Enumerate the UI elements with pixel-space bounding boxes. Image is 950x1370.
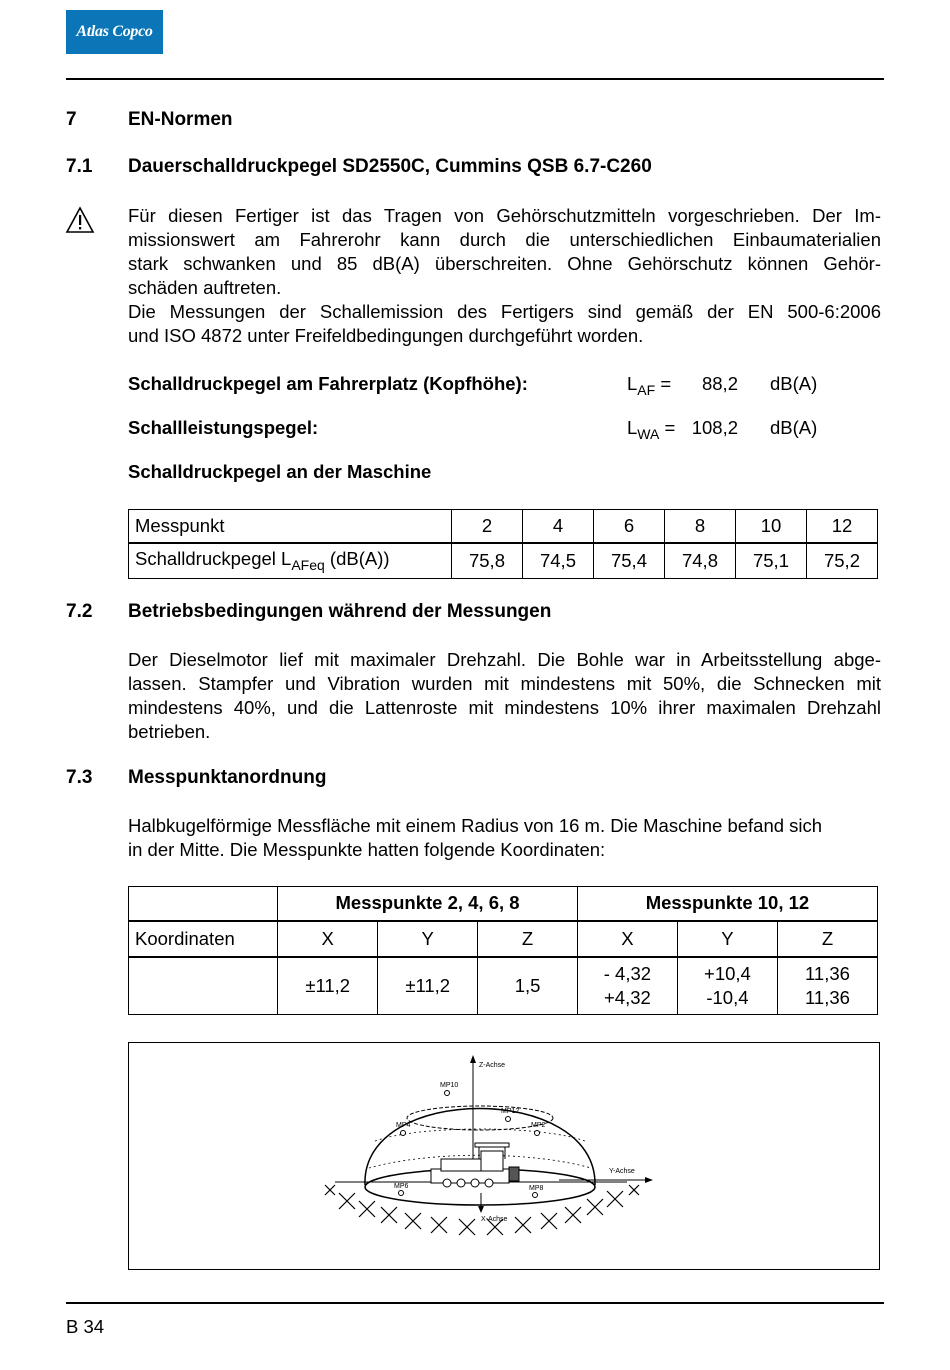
section-7-number: 7 [66, 109, 77, 130]
para-line: Halbkugelförmige Messfläche mit einem Radius von 16 m. Die Maschine befand sich [128, 815, 823, 836]
level1-unit: dB(A) [770, 373, 818, 394]
sound-pressure-table [128, 509, 878, 579]
level2-value: 108,2 [691, 417, 738, 438]
mp2-marker [535, 1131, 540, 1136]
table-cell: ±11,2 [378, 957, 478, 1015]
para-line: Für diesen Fertiger ist das Tragen von Gehörschutzmitteln vorgeschrieben. Der Im- [128, 205, 881, 226]
table-row [129, 887, 878, 921]
table-cell: X [278, 921, 378, 957]
y-axis-arrow [645, 1177, 653, 1183]
footer-rule [66, 1302, 884, 1304]
page-number: B 34 [66, 1316, 105, 1337]
section-7-3-number: 7.3 [66, 767, 93, 788]
mp10-label: MP10 [440, 1082, 459, 1089]
table-cell: 2 [452, 510, 523, 543]
table-cell: 6 [594, 510, 665, 543]
table-row [129, 921, 878, 957]
table-cell: 74,5 [523, 543, 594, 579]
level1-value: 88,2 [701, 373, 738, 394]
para-line: lassen. Stampfer und Vibration wurden mit mindestens mit 50%, die Schnecken mit [128, 673, 881, 694]
level2-label: Schallleistungspegel: [128, 417, 319, 438]
table-cell: 75,1 [736, 543, 807, 579]
warning-triangle-icon [65, 206, 95, 234]
mp4-marker [401, 1131, 406, 1136]
para-line: missionswert am Fahrerohr kann durch die unterschiedlichen Einbaumaterialien [128, 229, 881, 250]
table-cell: Messpunkt [129, 510, 452, 543]
mp10-marker [445, 1091, 450, 1096]
mp6-label: MP6 [394, 1183, 409, 1190]
mp6-marker [399, 1191, 404, 1196]
mp12-marker [506, 1117, 511, 1122]
level1-label: Schalldruckpegel am Fahrerplatz (Kopfhöhe): [128, 373, 528, 394]
hemisphere-diagram [129, 1043, 879, 1269]
middle-ring [375, 1129, 585, 1141]
table-cell: Messpunkte 2, 4, 6, 8 [278, 887, 578, 921]
table-row [129, 543, 878, 579]
x-axis-label: X-Achse [481, 1216, 508, 1223]
para-line: und ISO 4872 unter Freifeldbedingungen durchgeführt worden. [128, 325, 644, 346]
table-cell: 4 [523, 510, 594, 543]
table-cell: X [577, 921, 677, 957]
table-cell: +10,4 -10,4 [677, 957, 777, 1015]
table-cell: Schalldruckpegel $L_{AFeq}$ (dB(A)) [129, 543, 452, 579]
section-7-3-paragraph [128, 814, 881, 862]
table-cell: Koordinaten [129, 921, 278, 957]
table-row [129, 510, 878, 543]
section-7-1-paragraph [128, 204, 881, 348]
mp4-label: MP4 [396, 1122, 411, 1129]
table-cell: 74,8 [665, 543, 736, 579]
mp2-label: MP2 [531, 1122, 546, 1129]
measurement-hemisphere-figure [128, 1042, 880, 1270]
x-axis-arrow [478, 1206, 484, 1213]
para-line: in der Mitte. Die Messpunkte hatten folgende Koordinaten: [128, 839, 606, 860]
para-line: betrieben. [128, 721, 211, 742]
table-cell [129, 887, 278, 921]
table-cell: Y [677, 921, 777, 957]
table-cell: - 4,32 +4,32 [577, 957, 677, 1015]
table-cell: Z [777, 921, 877, 957]
atlas-copco-logo [66, 10, 163, 54]
section-7-2-paragraph [128, 648, 881, 744]
mp8-marker [533, 1193, 538, 1198]
table-cell: 11,36 11,36 [777, 957, 877, 1015]
table-cell [129, 957, 278, 1015]
para-line: schäden auftreten. [128, 277, 282, 298]
section-7-3-title: Messpunktanordnung [128, 767, 327, 788]
table-cell: 75,8 [452, 543, 523, 579]
table-cell: Y [378, 921, 478, 957]
machine-heading: Schalldruckpegel an der Maschine [128, 461, 432, 482]
mp8-label: MP8 [529, 1185, 544, 1192]
mp12-label: MP12 [501, 1108, 520, 1115]
para-line: Die Messungen der Schallemission des Fertigers sind gemäß der EN 500-6:2006 [128, 301, 881, 322]
table-cell: ±11,2 [278, 957, 378, 1015]
para-line: stark schwanken und 85 dB(A) überschreiten. Ohne Gehörschutz können Gehör- [128, 253, 881, 274]
level2-symbol: $L_{WA}$ = [627, 417, 676, 442]
section-7-1-number: 7.1 [66, 156, 93, 177]
coordinates-table [128, 886, 878, 1015]
para-line: Der Dieselmotor lief mit maximaler Drehzahl. Die Bohle war in Arbeitsstellung abge- [128, 649, 881, 670]
paver-machine [431, 1143, 519, 1187]
table-cell: 75,2 [807, 543, 878, 579]
section-7-2-title: Betriebsbedingungen während der Messungen [128, 601, 552, 622]
table-cell: 75,4 [594, 543, 665, 579]
table-cell: Messpunkte 10, 12 [577, 887, 877, 921]
level1-symbol: $L_{AF}$ = [627, 373, 672, 398]
y-axis-label: Y-Achse [609, 1168, 635, 1175]
section-7-2-number: 7.2 [66, 601, 93, 622]
table-cell: 10 [736, 510, 807, 543]
table-cell: 12 [807, 510, 878, 543]
z-axis-arrow [470, 1055, 476, 1063]
section-7-title: EN-Normen [128, 109, 233, 130]
section-7-1-title: Dauerschalldruckpegel SD2550C, Cummins QSB 6.7-C260 [128, 156, 652, 177]
header-rule [66, 78, 884, 80]
z-axis-label: Z-Achse [479, 1062, 506, 1069]
table-cell: 1,5 [478, 957, 578, 1015]
para-line: mindestens 40%, und die Lattenroste mit mindestens 10% ihrer maximalen Drehzahl [128, 697, 881, 718]
logo-text: Atlas Copco [76, 23, 153, 40]
table-cell: 8 [665, 510, 736, 543]
table-cell: Z [478, 921, 578, 957]
table-row [129, 957, 878, 1015]
level2-unit: dB(A) [770, 417, 818, 438]
